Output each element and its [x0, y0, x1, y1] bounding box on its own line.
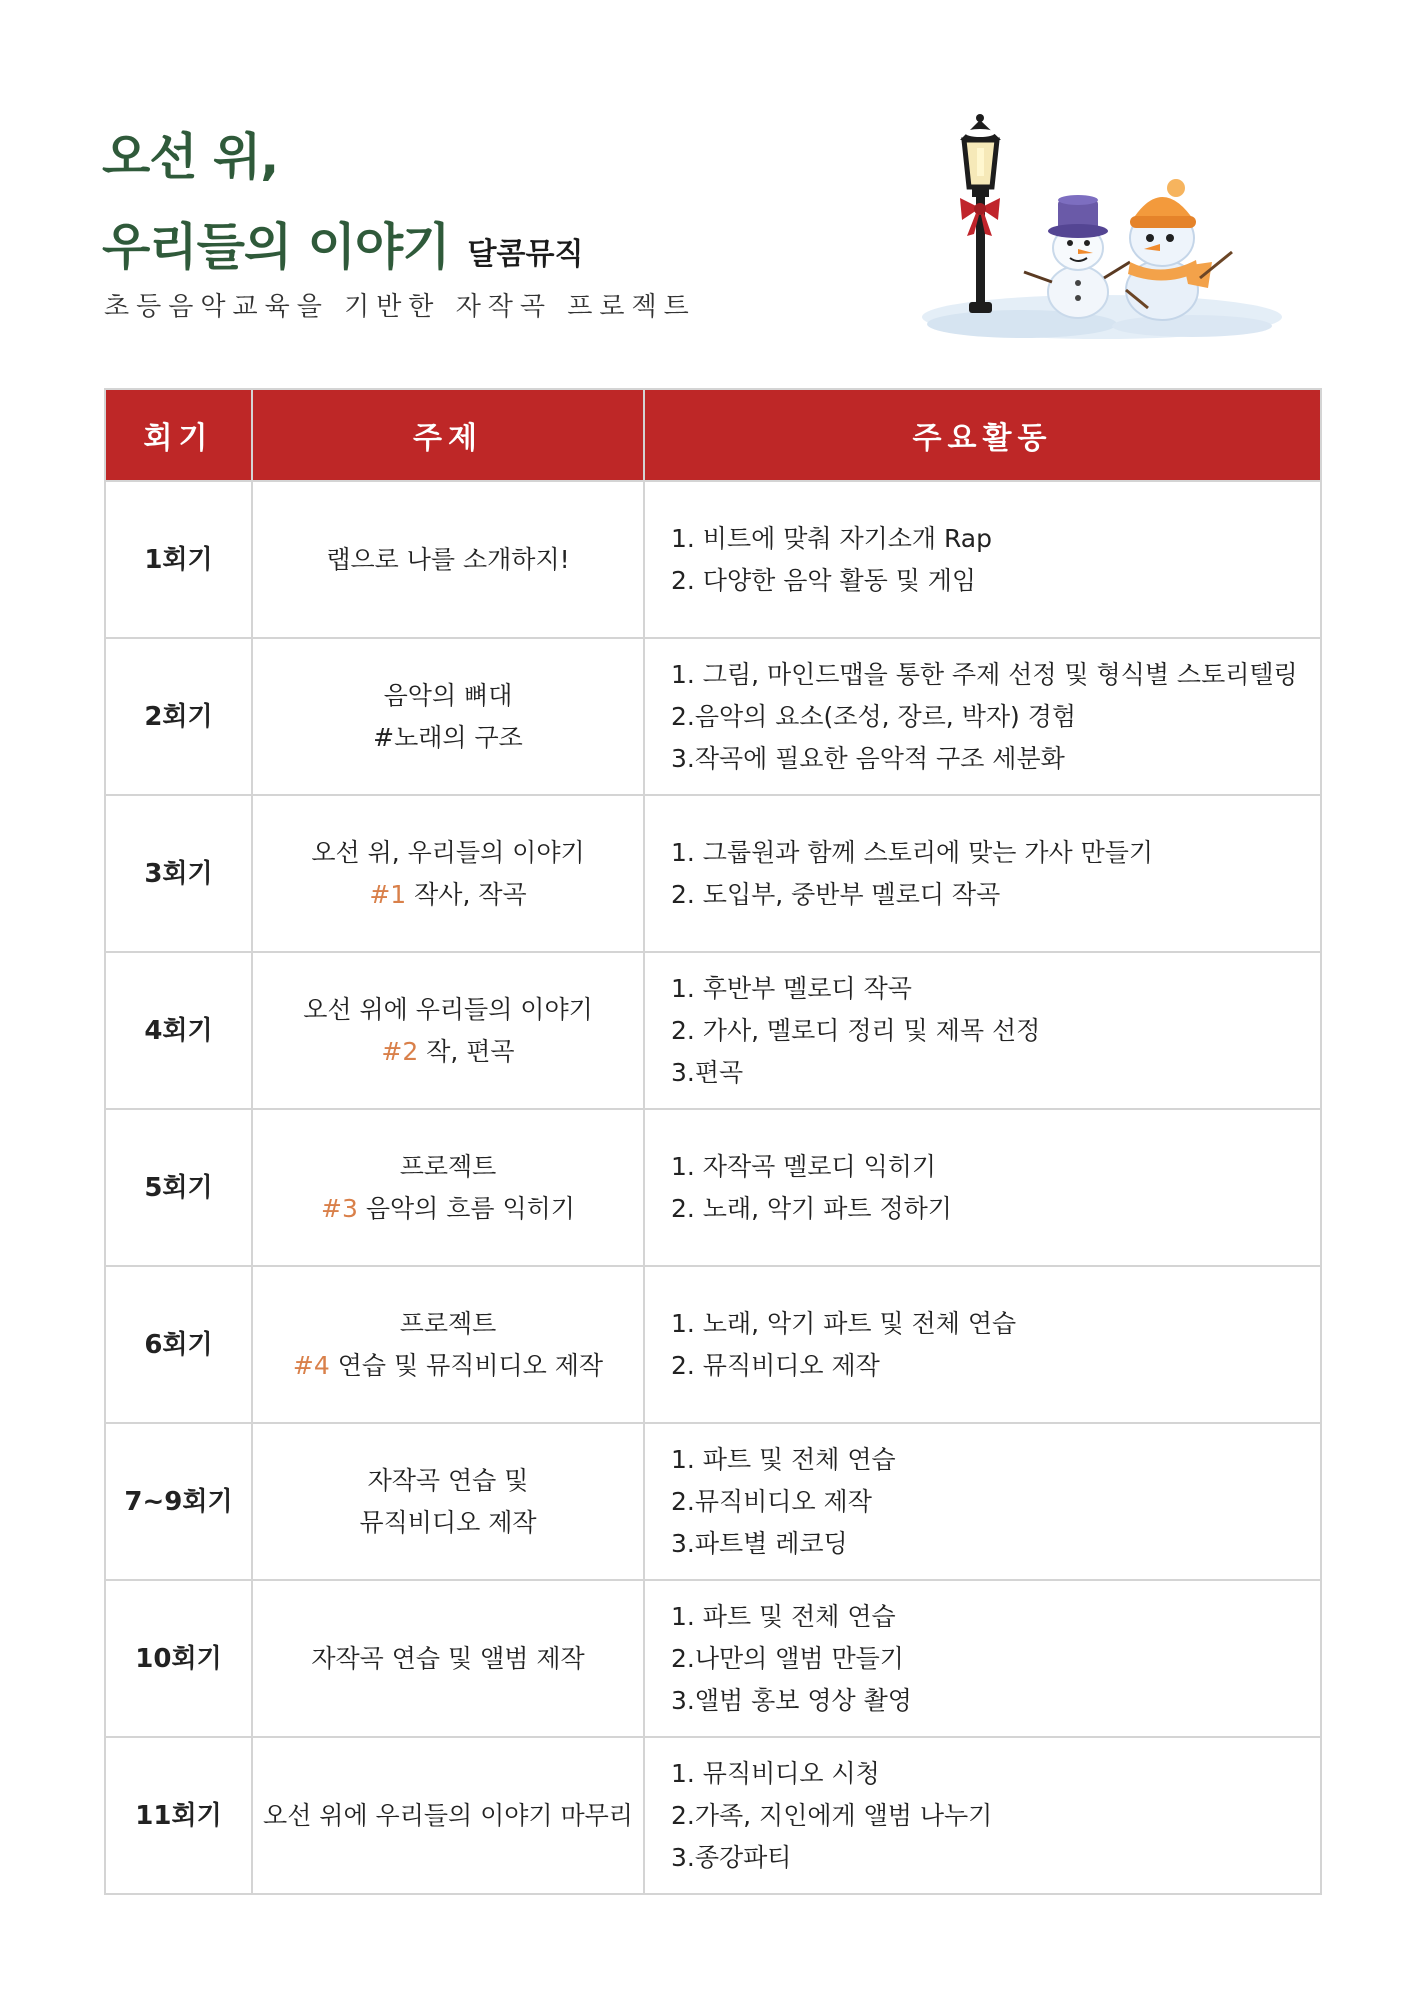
- activities-cell: [644, 481, 1321, 638]
- session-cell: 2회기: [105, 638, 252, 795]
- street-lamp-icon: [960, 114, 1001, 313]
- topic-tag: #2: [381, 1036, 419, 1066]
- activities-cell: [644, 1109, 1321, 1266]
- activity-item: 1. 자작곡 멜로디 익히기: [671, 1151, 937, 1181]
- column-header-topic: 주제: [252, 389, 644, 481]
- table-row: [105, 481, 1321, 638]
- table-row: [105, 795, 1321, 952]
- topic-cell: [252, 952, 644, 1109]
- column-header-session: 회기: [105, 389, 252, 481]
- page-title: [102, 112, 583, 300]
- activity-item: 3.파트별 레코딩: [671, 1528, 848, 1558]
- topic-tag-text: 작, 편곡: [418, 1036, 515, 1066]
- session-cell: 1회기: [105, 481, 252, 638]
- title-line-1: 오선 위,: [102, 128, 279, 186]
- activity-item: 2. 노래, 악기 파트 정하기: [671, 1193, 952, 1223]
- snowman-icon: [1126, 179, 1232, 320]
- activity-item: 2.나만의 앨범 만들기: [671, 1643, 904, 1673]
- activity-item: 3.편곡: [671, 1057, 744, 1087]
- activities-cell: [644, 1580, 1321, 1737]
- table-row: [105, 1580, 1321, 1737]
- topic-cell: [252, 638, 644, 795]
- topic-line: 자작곡 연습 및 앨범 제작: [311, 1643, 585, 1673]
- activities-cell: [644, 795, 1321, 952]
- topic-cell: [252, 1266, 644, 1423]
- subtitle: 초등음악교육을 기반한 자작곡 프로젝트: [104, 292, 696, 322]
- activity-item: 1. 그룹원과 함께 스토리에 맞는 가사 만들기: [671, 837, 1154, 867]
- topic-line: 오선 위에 우리들의 이야기 마무리: [263, 1800, 633, 1830]
- activity-item: 3.종강파티: [671, 1842, 792, 1872]
- table-row: [105, 638, 1321, 795]
- topic-cell: [252, 795, 644, 952]
- activity-item: 3.작곡에 필요한 음악적 구조 세분화: [671, 743, 1065, 773]
- topic-tag-line: [253, 874, 643, 916]
- session-cell: 5회기: [105, 1109, 252, 1266]
- topic-line: 프로젝트: [399, 1151, 497, 1181]
- activity-item: 2. 뮤직비디오 제작: [671, 1350, 880, 1380]
- topic-tag: #4: [292, 1350, 330, 1380]
- activity-item: 1. 파트 및 전체 연습: [671, 1601, 896, 1631]
- activity-item: 1. 그림, 마인드맵을 통한 주제 선정 및 형식별 스토리텔링: [671, 659, 1298, 689]
- topic-line: 오선 위에 우리들의 이야기: [303, 994, 593, 1024]
- topic-cell: [252, 1109, 644, 1266]
- activity-item: 3.앨범 홍보 영상 촬영: [671, 1685, 912, 1715]
- session-cell: 6회기: [105, 1266, 252, 1423]
- activities-cell: [644, 1423, 1321, 1580]
- topic-cell: [252, 1737, 644, 1894]
- topic-line: 랩으로 나를 소개하지!: [326, 544, 570, 574]
- topic-line: 프로젝트: [399, 1308, 497, 1338]
- session-cell: 4회기: [105, 952, 252, 1109]
- topic-tag-line: [253, 1345, 643, 1387]
- activity-item: 1. 후반부 멜로디 작곡: [671, 973, 912, 1003]
- table-row: [105, 952, 1321, 1109]
- activities-cell: [644, 952, 1321, 1109]
- session-cell: 3회기: [105, 795, 252, 952]
- table-row: [105, 1423, 1321, 1580]
- activity-item: 1. 노래, 악기 파트 및 전체 연습: [671, 1308, 1017, 1338]
- topic-line: 뮤직비디오 제작: [359, 1507, 537, 1537]
- activity-item: 2. 가사, 멜로디 정리 및 제목 선정: [671, 1015, 1041, 1045]
- activity-item: 1. 비트에 맞춰 자기소개 Rap: [671, 523, 993, 553]
- topic-cell: [252, 1423, 644, 1580]
- schedule-body: [105, 481, 1321, 1894]
- session-cell: 11회기: [105, 1737, 252, 1894]
- topic-tag-text: 음악의 흐름 익히기: [357, 1193, 575, 1223]
- table-row: [105, 1109, 1321, 1266]
- column-header-activities: 주요활동: [644, 389, 1321, 481]
- topic-tag: #3: [321, 1193, 358, 1223]
- activity-item: 2.뮤직비디오 제작: [671, 1486, 872, 1516]
- schedule-table: [104, 388, 1322, 1895]
- activities-cell: [644, 1737, 1321, 1894]
- session-cell: 7~9회기: [105, 1423, 252, 1580]
- topic-cell: [252, 481, 644, 638]
- topic-line: #노래의 구조: [373, 722, 523, 752]
- topic-line: 오선 위, 우리들의 이야기: [311, 837, 585, 867]
- topic-line: 자작곡 연습 및: [367, 1465, 529, 1495]
- topic-tag: #1: [369, 879, 407, 909]
- session-cell: 10회기: [105, 1580, 252, 1737]
- activity-item: 1. 파트 및 전체 연습: [671, 1444, 896, 1474]
- topic-tag-line: [253, 1188, 643, 1230]
- activity-item: 2.가족, 지인에게 앨범 나누기: [671, 1800, 993, 1830]
- topic-cell: [252, 1580, 644, 1737]
- topic-tag-text: 작사, 작곡: [406, 879, 527, 909]
- activities-cell: [644, 638, 1321, 795]
- snowman-lamp-illustration: [912, 112, 1287, 347]
- brand-name: 달콤뮤직: [467, 237, 584, 272]
- topic-tag-line: [253, 1031, 643, 1073]
- activities-cell: [644, 1266, 1321, 1423]
- table-row: [105, 1266, 1321, 1423]
- activity-item: 2. 도입부, 중반부 멜로디 작곡: [671, 879, 1001, 909]
- topic-line: 음악의 뼈대: [383, 680, 513, 710]
- table-header-row: [105, 389, 1321, 481]
- title-line-2-text: 우리들의 이야기: [102, 218, 450, 276]
- activity-item: 2. 다양한 음악 활동 및 게임: [671, 565, 977, 595]
- activity-item: 1. 뮤직비디오 시청: [671, 1758, 880, 1788]
- activity-item: 2.음악의 요소(조성, 장르, 박자) 경험: [671, 701, 1076, 731]
- topic-tag-text: 연습 및 뮤직비디오 제작: [329, 1350, 604, 1380]
- table-row: [105, 1737, 1321, 1894]
